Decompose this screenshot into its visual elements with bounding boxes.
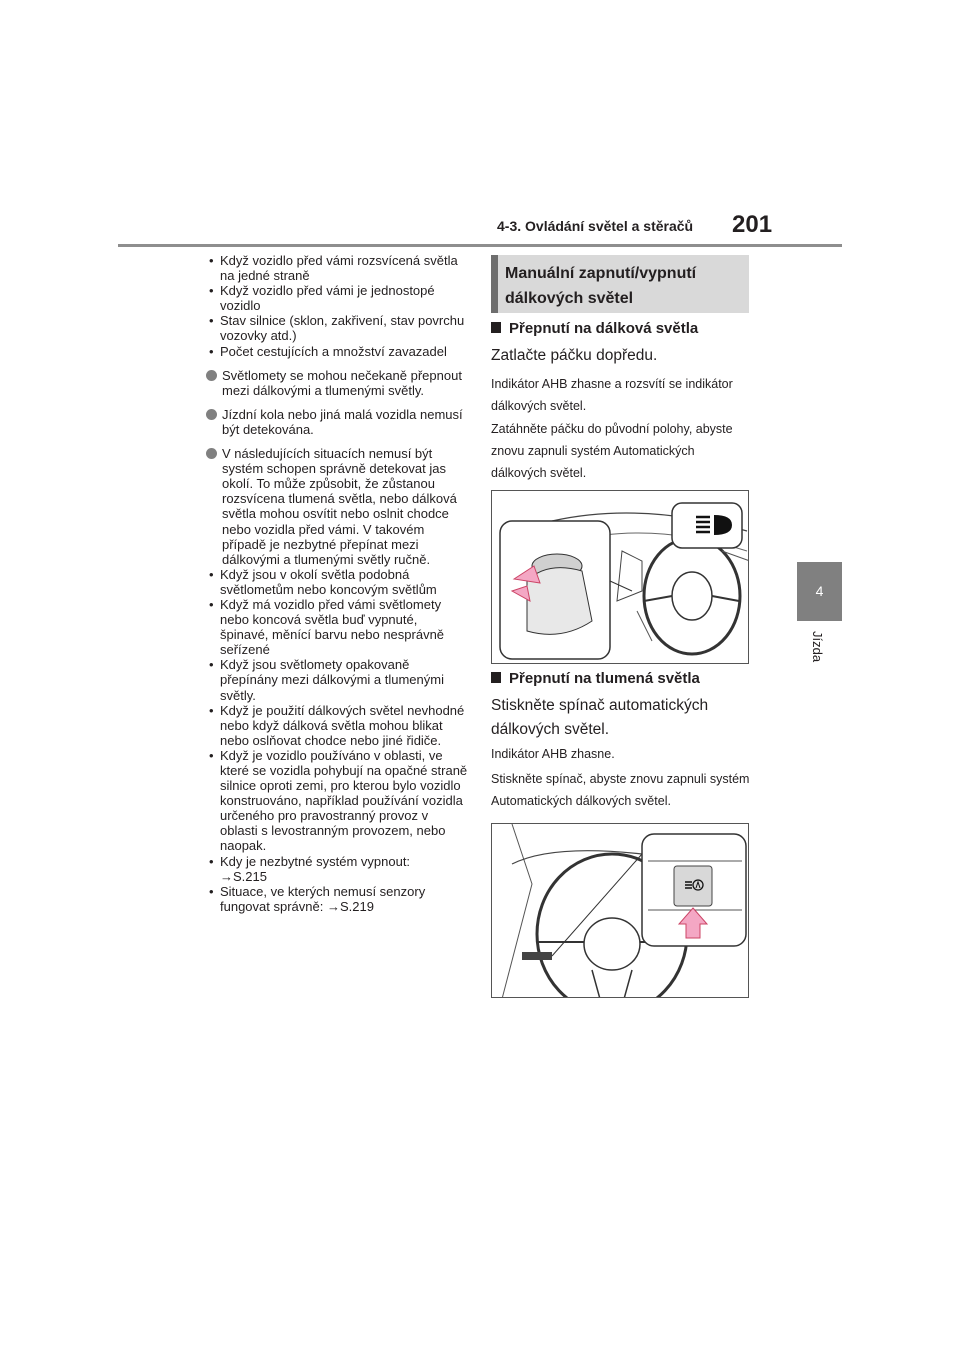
note-text: Indikátor AHB zhasne. — [491, 747, 615, 761]
list-item — [206, 703, 468, 748]
lever-illustration — [491, 490, 749, 664]
list-item-text: Když má vozidlo před vámi světlomety nebo koncová světla buď vypnuté, špinavé, měnící barvu nebo nesprávně seřízené — [220, 596, 445, 658]
list-item-text: Když je vozidlo používáno v oblasti, ve které se vozidla pohybují na opačné straně silnice oproti zemi, pro kterou bylo vozidlo konstruováno, například používání vozidla určeného pro pravostranný provoz v oblasti s levostranným provozem, nebo naopak. — [220, 747, 468, 854]
page-reference-link[interactable]: →S.215 — [220, 868, 267, 884]
note-text: Zatáhněte páčku do původní polohy, abyste znovu zapnuli systém Automatických dálkových světel. — [491, 422, 733, 480]
header-rule — [118, 244, 842, 247]
section-title: Manuální zapnutí/vypnutí dálkových světel — [505, 265, 697, 307]
list-item-text: Když jsou v okolí světla podobná světlometům nebo koncovým světlům — [220, 566, 437, 597]
list-item — [206, 313, 468, 343]
subsection-heading-text: Přepnutí na tlumená světla — [509, 670, 700, 687]
note-text: Světlomety se mohou nečekaně přepnout mezi dálkovými a tlumenými světly. — [222, 367, 462, 398]
subsection-heading-text: Přepnutí na dálková světla — [509, 320, 699, 337]
switch-illustration — [491, 823, 749, 998]
list-item — [206, 283, 468, 313]
note-item — [206, 407, 468, 437]
bullet-mark: • — [209, 343, 214, 359]
bullet-mark: • — [209, 313, 214, 329]
bullet-mark: • — [209, 702, 214, 718]
circle-bullet-icon — [206, 409, 217, 420]
instruction-text: Stiskněte spínač automatických dálkových světel. — [491, 697, 709, 738]
list-item — [206, 854, 468, 884]
lever-illustration-svg — [492, 491, 749, 664]
bullet-mark: • — [209, 596, 214, 612]
note-item — [206, 446, 468, 567]
switch-illustration-svg — [492, 824, 749, 998]
circle-bullet-icon — [206, 448, 217, 459]
note-item — [206, 368, 468, 398]
list-item — [206, 597, 468, 657]
list-item — [206, 884, 468, 914]
list-item — [206, 657, 468, 702]
instruction-text: Zatlačte páčku dopředu. — [491, 347, 658, 364]
note-text: Jízdní kola nebo jiná malá vozidla nemusí být detekována. — [222, 406, 463, 437]
bullet-mark: • — [209, 253, 214, 268]
chapter-section-title: 4-3. Ovládání světel a stěračů — [497, 218, 694, 234]
list-item-text: Když jsou světlomety opakovaně přepínány mezi dálkovými a tlumenými světly. — [220, 657, 444, 703]
list-item — [206, 344, 468, 359]
list-item-text: Když vozidlo před vámi je jednostopé vozidlo — [220, 283, 435, 314]
left-column — [206, 253, 468, 914]
bullet-mark: • — [209, 566, 214, 582]
square-bullet-icon — [491, 672, 501, 683]
list-item-text: Situace, ve kterých nemusí senzory fungovat správně: — [220, 883, 426, 914]
list-item — [206, 253, 468, 283]
square-bullet-icon — [491, 322, 501, 333]
note-text: V následujících situacích nemusí být systém schopen správně detekovat jas okolí. To může způsobit, že zůstanou rozsvícena tlumená světla, nebo dálková světla mohou osvítit nebo oslnit chodce nebo vozidla před vámi. V takovém případě je nezbytné přepínat mezi dálkovými a tlumenými světly ručně. — [222, 446, 457, 567]
list-item — [206, 567, 468, 597]
bullet-mark: • — [209, 747, 214, 763]
note-text: Stiskněte spínač, abyste znovu zapnuli systém Automatických dálkových světel. — [491, 772, 750, 808]
bullet-mark: • — [209, 883, 214, 899]
page-number: 201 — [732, 211, 773, 238]
list-item-text: Kdy je nezbytné systém vypnout: — [220, 853, 411, 869]
list-item — [206, 748, 468, 854]
list-item-text: Když je použití dálkových světel nevhodné nebo když dálková světla mohou blikat nebo oslňovat chodce nebo jiné řidiče. — [220, 702, 465, 748]
list-item-text: Když vozidlo před vámi rozsvícená světla na jedné straně — [220, 253, 458, 284]
bullet-mark: • — [209, 853, 214, 869]
chapter-tab: 4 — [797, 562, 842, 621]
circle-bullet-icon — [206, 370, 217, 381]
subsection-heading — [491, 320, 761, 337]
list-item-text: Počet cestujících a množství zavazadel — [220, 343, 447, 359]
list-item-text: Stav silnice (sklon, zakřivení, stav povrchu vozovky atd.) — [220, 313, 465, 344]
chapter-label-text: Jízda — [810, 631, 825, 663]
chapter-label — [809, 631, 829, 681]
subsection-heading — [491, 670, 761, 687]
note-text: Indikátor AHB zhasne a rozsvítí se indikátor dálkových světel. — [491, 377, 733, 413]
page-reference-link[interactable]: →S.219 — [326, 898, 374, 914]
bullet-mark: • — [209, 657, 214, 673]
bullet-mark: • — [209, 283, 214, 299]
